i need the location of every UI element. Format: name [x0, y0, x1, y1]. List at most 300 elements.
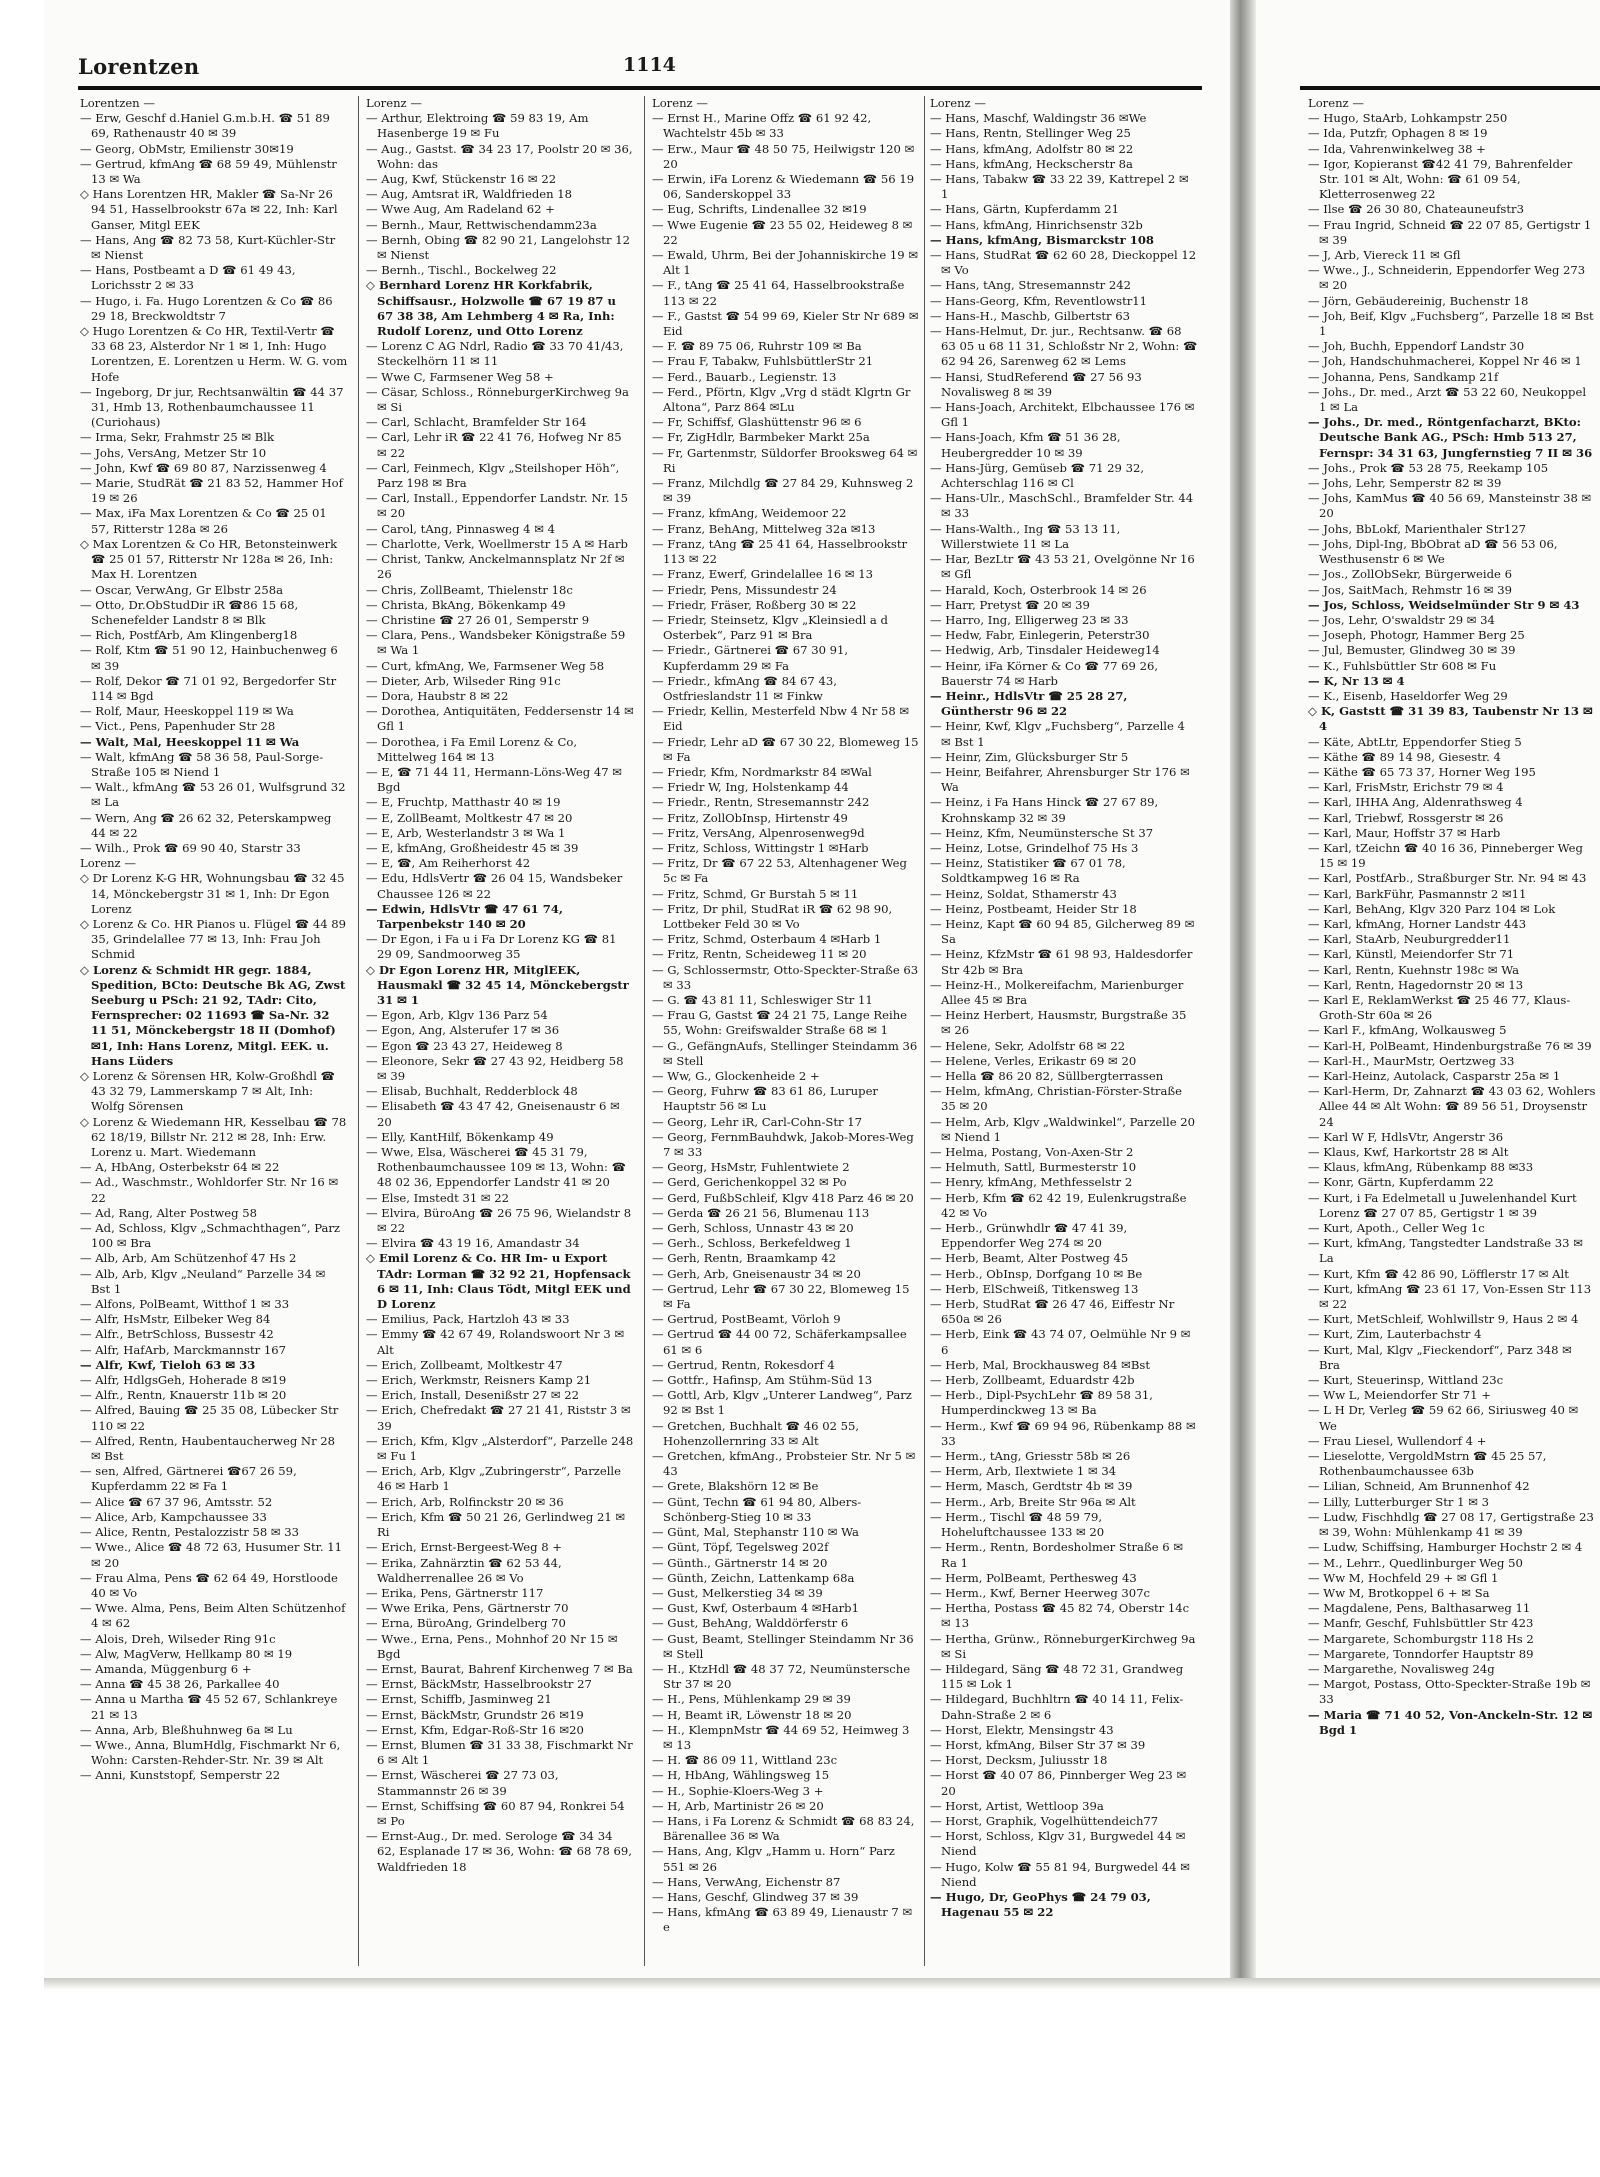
directory-entry: — Herm., Tischl ☎ 48 59 79, Hoheluftchaussee 133 ✉ 20	[930, 1509, 1105, 1540]
directory-entry: — Wwe Aug, Am Radeland 62 +	[366, 202, 555, 217]
directory-entry: — Friedr, Pens, Missundestr 24	[652, 582, 837, 597]
directory-entry: — Karl, IHHA Ang, Aldenrathsweg 4	[1308, 795, 1523, 810]
directory-entry: — Karl-H, PolBeamt, Hindenburgstraße 76 ✉ 39	[1308, 1038, 1592, 1053]
directory-entry: — Georg, Fuhrw ☎ 83 61 86, Luruper Hauptstr 56 ✉ Lu	[652, 1084, 878, 1114]
directory-entry: ◇ Bernhard Lorenz HR Korkfabrik, Schiffsausr., Holzwolle ☎ 67 19 87 u 67 38 38, Am Lehmberg 4 ✉ Ra, Inh: Rudolf Lorenz, und Otto Lorenz	[366, 278, 616, 339]
directory-entry: — Lorenz C AG Ndrl, Radio ☎ 33 70 41/43, Steckelhörn 11 ✉ 11	[366, 339, 624, 369]
directory-entry: — Elvira ☎ 43 19 16, Amandastr 34	[366, 1236, 580, 1251]
directory-entry: — Hans, i Fa Lorenz & Schmidt ☎ 68 83 24, Bärenallee 36 ✉ Wa	[652, 1813, 915, 1844]
directory-entry: — Dr Egon, i Fa u i Fa Dr Lorenz KG ☎ 81 29 09, Sandmoorweg 35	[366, 932, 617, 962]
directory-entry: — Erich, Ernst-Bergeest-Weg 8 +	[366, 1540, 562, 1555]
column-heading: Lorenz —	[80, 856, 136, 871]
directory-entry: — Irma, Sekr, Frahmstr 25 ✉ Blk	[80, 430, 275, 445]
directory-entry: — Karl, BarkFühr, Pasmannstr 2 ✉11	[1308, 886, 1527, 901]
directory-entry: — Karl, StaArb, Neuburgredder11	[1308, 932, 1511, 947]
directory-entry: — Karl-H., MaurMstr, Oertzweg 33	[1308, 1053, 1515, 1068]
page-edge-shadow	[44, 1978, 1600, 1990]
directory-entry: — Ernst, Kfm, Edgar-Roß-Str 16 ✉20	[366, 1722, 584, 1737]
directory-entry: — Emilius, Pack, Hartzloh 43 ✉ 33	[366, 1312, 570, 1327]
directory-entry: — Walt., kfmAng ☎ 53 26 01, Wulfsgrund 32 ✉ La	[80, 780, 346, 810]
directory-entry: — Hansi, StudReferend ☎ 27 56 93 Novalisweg 8 ✉ 39	[930, 369, 1142, 399]
header-rule-right-page	[1300, 86, 1600, 90]
directory-entry: — Herm, Masch, Gerdtstr 4b ✉ 39	[930, 1479, 1133, 1494]
directory-entry: — Helm, kfmAng, Christian-Förster-Straße 35 ✉ 20	[930, 1084, 1182, 1114]
directory-entry: — Gerh, Schloss, Unnastr 43 ✉ 20	[652, 1221, 854, 1236]
directory-entry: — Ernst, Schiffb, Jasminweg 21	[366, 1692, 552, 1707]
directory-entry: — Hans-Walth., Ing ☎ 53 13 11, Willerstwiete 11 ✉ La	[930, 521, 1121, 551]
directory-entry: — G, Schlossermstr, Otto-Speckter-Straße 63 ✉ 33	[652, 962, 919, 992]
directory-column-2	[366, 96, 634, 1966]
directory-entry: — Hans, kfmAng, Heckscherstr 8a	[930, 156, 1133, 171]
directory-entry: — sen, Alfred, Gärtnerei ☎67 26 59, Kupferdamm 22 ✉ Fa 1	[80, 1464, 297, 1494]
directory-entry: — Ww L, Meiendorfer Str 71 +	[1308, 1388, 1491, 1403]
directory-entry: — Hertha, Postass ☎ 45 82 74, Oberstr 14c ✉ 13	[930, 1601, 1190, 1631]
directory-entry: — Hans, Postbeamt a D ☎ 61 49 43, Lorichsstr 2 ✉ 33	[80, 263, 296, 293]
column-heading: Lorenz —	[652, 96, 708, 110]
directory-entry: — Wwe C, Farmsener Weg 58 +	[366, 369, 554, 384]
directory-entry: — Ernst, BäckMstr, Grundstr 26 ✉19	[366, 1707, 584, 1722]
directory-entry: — Johs., Dr. med., Röntgenfacharzt, BKto: Deutsche Bank AG., PSch: Hmb 513 27, Fernspr: 34 31 63, Jungfernstieg 7 II ✉ 36	[1308, 415, 1593, 460]
directory-entry: — Wilh., Prok ☎ 69 90 40, Starstr 33	[80, 840, 301, 855]
directory-entry: — Hans, kfmAng ☎ 63 89 49, Lienaustr 7 ✉ e	[652, 1905, 913, 1935]
directory-entry: — Fritz, Schmd, Osterbaum 4 ✉Harb 1	[652, 932, 882, 947]
directory-entry: — Joseph, Photogr, Hammer Berg 25	[1308, 628, 1525, 643]
directory-entry: — Hans, Ang, Klgv „Hamm u. Horn“ Parz 551 ✉ 26	[652, 1844, 895, 1874]
directory-entry: — Fritz, Schmd, Gr Burstah 5 ✉ 11	[652, 886, 859, 901]
directory-entry: — Alfr, HsMstr, Eilbeker Weg 84	[80, 1312, 271, 1327]
header-rule	[78, 86, 1202, 90]
directory-entry: — Kurt, kfmAng ☎ 23 61 17, Von-Essen Str 113 ✉ 22	[1308, 1281, 1592, 1312]
directory-entry: — Wwe, Elsa, Wäscherei ☎ 45 31 79, Rothenbaumchaussee 109 ✉ 13, Wohn: ☎ 48 02 36, Eppendorfer Landstr 41 ✉ 20	[366, 1145, 627, 1190]
directory-entry: — Rich, PostfArb, Am Klingenberg18	[80, 628, 298, 643]
directory-entry: — Günth, Zeichn, Lattenkamp 68a	[652, 1570, 855, 1585]
directory-entry: — Gertrud, Rentn, Rokesdorf 4	[652, 1357, 835, 1372]
directory-entry: — Hans, kfmAng, Hinrichsenstr 32b	[930, 217, 1143, 232]
directory-entry: — Igor, Kopieranst ☎42 41 79, Bahrenfelder Str. 101 ✉ Alt, Wohn: ☎ 61 09 54, Kletterrosenweg 22	[1308, 156, 1573, 202]
directory-entry: — Franz, Ewerf, Grindelallee 16 ✉ 13	[652, 567, 874, 582]
directory-entry: — Erika, Pens, Gärtnerstr 117	[366, 1585, 544, 1600]
directory-entry: ◇ Dr Egon Lorenz HR, MitglEEK, Hausmakl ☎ 32 45 14, Mönckebergstr 31 ✉ 1	[366, 962, 629, 1007]
directory-entry: — Friedr, Fräser, Roßberg 30 ✉ 22	[652, 597, 857, 612]
directory-entry: — Fritz, ZollObInsp, Hirtenstr 49	[652, 810, 848, 825]
directory-entry: — Hans, VerwAng, Eichenstr 87	[652, 1874, 841, 1889]
directory-entry: — Friedr, Kfm, Nordmarkstr 84 ✉Wal	[652, 764, 872, 779]
directory-entry: — Günt, Töpf, Tegelsweg 202f	[652, 1540, 829, 1555]
directory-entry: — Heinr, iFa Körner & Co ☎ 77 69 26, Bauerstr 74 ✉ Harb	[930, 658, 1159, 688]
directory-entry: — Johs, KamMus ☎ 40 56 69, Mansteinstr 38 ✉ 20	[1308, 491, 1592, 521]
directory-entry: — Johs., Prok ☎ 53 28 75, Reekamp 105	[1308, 460, 1549, 475]
directory-entry: — Erich, Zollbeamt, Moltkestr 47	[366, 1357, 563, 1372]
directory-entry: — Alfons, PolBeamt, Witthof 1 ✉ 33	[80, 1297, 290, 1312]
directory-entry: — Arthur, Elektroing ☎ 59 83 19, Am Hasenberge 19 ✉ Fu	[366, 111, 589, 141]
directory-entry: — Gerh., Schloss, Berkefeldweg 1	[652, 1236, 852, 1251]
directory-entry: — Lilian, Schneid, Am Brunnenhof 42	[1308, 1479, 1530, 1494]
directory-entry: — Frau Liesel, Wullendorf 4 +	[1308, 1433, 1487, 1448]
directory-entry: — Jos, Lehr, O'swaldstr 29 ✉ 34	[1308, 612, 1495, 627]
directory-entry: — Hertha, Grünw., RönneburgerKirchweg 9a ✉ Si	[930, 1631, 1196, 1661]
directory-entry: — Hans, kfmAng, Bismarckstr 108	[930, 232, 1154, 247]
column-heading: Lorenz —	[1308, 96, 1364, 110]
directory-entry: — Horst, Schloss, Klgv 31, Burgwedel 44 ✉ Niend	[930, 1829, 1186, 1859]
directory-entry: — Hugo, Kolw ☎ 55 81 94, Burgwedel 44 ✉ Niend	[930, 1859, 1190, 1889]
directory-entry: — Heinz, i Fa Hans Hinck ☎ 27 67 89, Krohnskamp 32 ✉ 39	[930, 795, 1159, 825]
directory-entry: — Hans-H., Maschb, Gilbertstr 63	[930, 308, 1131, 323]
directory-entry: — Kurt, Zim, Lauterbachstr 4	[1308, 1327, 1482, 1342]
directory-entry: — Gertrud, PostBeamt, Vörloh 9	[652, 1312, 841, 1327]
directory-entry: — Alb, Arb, Am Schützenhof 47 Hs 2	[80, 1251, 297, 1266]
directory-entry: — Herb, Beamt, Alter Postweg 45	[930, 1251, 1129, 1266]
directory-entry: — Joh, Beif, Klgv „Fuchsberg“, Parzelle 18 ✉ Bst 1	[1308, 308, 1594, 339]
directory-entry: — Elisabeth ☎ 43 47 42, Gneisenaustr 6 ✉ 20	[366, 1099, 620, 1129]
directory-entry: — Herm., Kwf ☎ 69 94 96, Rübenkamp 88 ✉ 33	[930, 1418, 1196, 1448]
directory-entry: — Grete, Blakshörn 12 ✉ Be	[652, 1479, 819, 1494]
directory-entry: — Herb, Eink ☎ 43 74 07, Oelmühle Nr 9 ✉ 6	[930, 1327, 1191, 1357]
directory-entry: — Elvira, BüroAng ☎ 26 75 96, Wielandstr 8 ✉ 22	[366, 1205, 632, 1236]
directory-entry: — Fritz, Rentn, Scheideweg 11 ✉ 20	[652, 947, 867, 962]
directory-entry: — G. ☎ 43 81 11, Schleswiger Str 11	[652, 992, 873, 1007]
directory-entry: — Dorothea, i Fa Emil Lorenz & Co, Mittelweg 164 ✉ 13	[366, 734, 578, 764]
directory-entry: — Walt, Mal, Heeskoppel 11 ✉ Wa	[80, 734, 300, 749]
directory-entry: — Rolf, Maur, Heeskoppel 119 ✉ Wa	[80, 704, 294, 719]
directory-entry: — Günt, Mal, Stephanstr 110 ✉ Wa	[652, 1525, 859, 1540]
directory-entry: — Konr, Gärtn, Kupferdamm 22	[1308, 1175, 1494, 1190]
directory-entry: — H., KlempnMstr ☎ 44 69 52, Heimweg 3 ✉ 13	[652, 1722, 910, 1752]
directory-entry: — Johanna, Pens, Sandkamp 21f	[1308, 369, 1499, 384]
directory-entry: — Margarethe, Novalisweg 24g	[1308, 1661, 1495, 1676]
directory-entry: — Karl, Rentn, Kuehnstr 198c ✉ Wa	[1308, 962, 1520, 977]
directory-column-1	[80, 96, 348, 1966]
directory-entry: — Aug, Kwf, Stückenstr 16 ✉ 22	[366, 172, 557, 187]
directory-entry: — Gertrud ☎ 44 00 72, Schäferkampsallee 61 ✉ 6	[652, 1327, 907, 1357]
directory-entry: — Friedr, Steinsetz, Klgv „Kleinsiedl a d Osterbek“, Parz 91 ✉ Bra	[652, 612, 888, 643]
directory-entry: — Heinz, Kapt ☎ 60 94 85, Gilcherweg 89 ✉ Sa	[930, 916, 1195, 947]
directory-entry: — Erich, Kfm ☎ 50 21 26, Gerlindweg 21 ✉ Ri	[366, 1509, 626, 1540]
directory-entry: — Karl, Künstl, Meiendorfer Str 71	[1308, 947, 1515, 962]
directory-entry: — J, Arb, Viereck 11 ✉ Gfl	[1308, 248, 1461, 263]
directory-entry: — Erich, Chefredakt ☎ 27 21 41, Riststr 3 ✉ 39	[366, 1403, 631, 1433]
directory-entry: — Herm, PolBeamt, Perthesweg 43	[930, 1570, 1137, 1585]
directory-entry: — Erna, BüroAng, Grindelberg 70	[366, 1616, 566, 1631]
directory-entry: ◇ Lorenz & Schmidt HR gegr. 1884, Spedition, BCto: Deutsche Bk AG, Zwst Seeburg u PSch: 21 92, TAdr: Cito, Fernsprecher: 02 11693 ☎ Sa-Nr. 32 11 51, Mönckebergstr 18 II (Domhof) ✉1, Inh: Hans Lorenz, Mitgl. EEK. u. Hans Lüders	[80, 962, 346, 1068]
directory-entry: — H., KtzHdl ☎ 48 37 72, Neumünstersche Str 37 ✉ 20	[652, 1661, 911, 1692]
directory-entry: — Dorothea, Antiquitäten, Feddersenstr 14 ✉ Gfl 1	[366, 704, 634, 734]
directory-entry: — Helmuth, Sattl, Burmesterstr 10	[930, 1160, 1137, 1175]
directory-entry: — M., Lehrr., Quedlinburger Weg 50	[1308, 1555, 1523, 1570]
directory-entry: — E, ☎, Am Reiherhorst 42	[366, 856, 531, 871]
directory-entry: — Kurt, Mal, Klgv „Fieckendorf“, Parz 348 ✉ Bra	[1308, 1342, 1572, 1372]
directory-entry: — Alfred, Rentn, Haubentaucherweg Nr 28 ✉ Bst	[80, 1433, 336, 1464]
directory-entry: — Kurt, MetSchleif, Wohlwillstr 9, Haus 2 ✉ 4	[1308, 1312, 1579, 1327]
directory-entry: — Erwin, iFa Lorenz & Wiedemann ☎ 56 19 06, Sanderskoppel 33	[652, 172, 915, 202]
directory-entry: — Ww M, Brotkoppel 6 + ✉ Sa	[1308, 1585, 1490, 1600]
directory-entry: — Friedr., Rentn, Stresemannstr 242	[652, 795, 870, 810]
directory-entry: — Karl, Maur, Hoffstr 37 ✉ Harb	[1308, 825, 1501, 840]
directory-entry: — Manfr, Geschf, Fuhlsbüttler Str 423	[1308, 1616, 1534, 1631]
directory-entry: — Frau Alma, Pens ☎ 62 64 49, Horstloode 40 ✉ Vo	[80, 1570, 338, 1600]
directory-entry: — Franz, tAng ☎ 25 41 64, Hasselbrookstr 113 ✉ 22	[652, 536, 908, 567]
directory-entry: — Egon, Ang, Alsterufer 17 ✉ 36	[366, 1023, 560, 1038]
directory-entry: — Ernst H., Marine Offz ☎ 61 92 42, Wachtelstr 45b ✉ 33	[652, 111, 872, 141]
directory-entry: — Otto, Dr.ObStudDir iR ☎86 15 68, Schenefelder Landstr 8 ✉ Blk	[80, 597, 299, 627]
directory-entry: — Heinz, Soldat, Sthamerstr 43	[930, 886, 1117, 901]
directory-entry: — Carol, tAng, Pinnasweg 4 ✉ 4	[366, 521, 555, 536]
directory-entry: — Karl, Triebwf, Rossgerstr ✉ 26	[1308, 810, 1504, 825]
directory-entry: — Erich, Werkmstr, Reisners Kamp 21	[366, 1373, 592, 1388]
directory-entry: — Egon, Arb, Klgv 136 Parz 54	[366, 1008, 548, 1023]
directory-entry: — Karl, BehAng, Klgv 320 Parz 104 ✉ Lok	[1308, 901, 1556, 916]
directory-entry: — Walt, kfmAng ☎ 58 36 58, Paul-Sorge-Straße 105 ✉ Niend 1	[80, 749, 324, 779]
directory-entry: — Oscar, VerwAng, Gr Elbstr 258a	[80, 582, 284, 597]
directory-entry: — Hans, Ang ☎ 82 73 58, Kurt-Küchler-Str ✉ Nienst	[80, 232, 336, 263]
directory-entry: — Gerd, Gerichenkoppel 32 ✉ Po	[652, 1175, 847, 1190]
directory-entry: — Ilse ☎ 26 30 80, Chateauneufstr3	[1308, 202, 1524, 217]
directory-entry: — Alb, Arb, Klgv „Neuland“ Parzelle 34 ✉ Bst 1	[80, 1266, 326, 1296]
directory-entry: ◇ Emil Lorenz & Co. HR Im- u Export TAdr: Lorman ☎ 32 92 21, Hopfensack 6 ✉ 11, Inh: Claus Tödt, Mitgl EEK und D Lorenz	[366, 1251, 631, 1312]
directory-column-4	[930, 96, 1198, 1966]
directory-entry: — Fritz, VersAng, Alpenrosenweg9d	[652, 825, 865, 840]
directory-entry: — Margarete, Schomburgstr 118 Hs 2	[1308, 1631, 1534, 1646]
directory-entry: — Alfred, Bauing ☎ 25 35 08, Lübecker Str 110 ✉ 22	[80, 1403, 339, 1433]
directory-entry: — Aug, Amtsrat iR, Waldfrieden 18	[366, 187, 573, 202]
directory-entry: — Jul, Bemuster, Glindweg 30 ✉ 39	[1308, 643, 1516, 658]
directory-entry: — Gottl, Arb, Klgv „Unterer Landweg“, Parz 92 ✉ Bst 1	[652, 1388, 912, 1418]
page-number: 1114	[623, 54, 676, 76]
directory-entry: — Herm., Kwf, Berner Heerweg 307c	[930, 1585, 1151, 1600]
directory-entry: — Cäsar, Schloss., RönneburgerKirchweg 9a ✉ Si	[366, 384, 629, 415]
directory-entry: — Johs, VersAng, Metzer Str 10	[80, 445, 267, 460]
directory-entry: — Joh, Handschuhmacherei, Koppel Nr 46 ✉ 1	[1308, 354, 1582, 369]
directory-entry: — Dora, Haubstr 8 ✉ 22	[366, 688, 509, 703]
directory-entry: — Erich, Arb, Klgv „Zubringerstr“, Parzelle 46 ✉ Harb 1	[366, 1464, 621, 1494]
directory-entry: — Friedr., Gärtnerei ☎ 67 30 91, Kupferdamm 29 ✉ Fa	[652, 643, 849, 673]
directory-entry: — Georg, Lehr iR, Carl-Cohn-Str 17	[652, 1114, 863, 1129]
directory-entry: — Lilly, Lutterburger Str 1 ✉ 3	[1308, 1494, 1489, 1509]
directory-entry: — Hans-Georg, Kfm, Reventlowstr11	[930, 293, 1148, 308]
book-gutter	[1230, 0, 1256, 1988]
directory-entry: — Klaus, kfmAng, Rübenkamp 88 ✉33	[1308, 1160, 1534, 1175]
directory-entry: — Wwe Eugenie ☎ 23 55 02, Heideweg 8 ✉ 22	[652, 217, 913, 247]
directory-entry: — Käte, AbtLtr, Eppendorfer Stieg 5	[1308, 734, 1522, 749]
directory-entry: — Helm, Arb, Klgv „Waldwinkel“, Parzelle 20 ✉ Niend 1	[930, 1114, 1196, 1144]
directory-entry: — Herm., tAng, Griesstr 58b ✉ 26	[930, 1449, 1131, 1464]
directory-entry: — Ernst, Baurat, Bahrenf Kirchenweg 7 ✉ Ba	[366, 1661, 633, 1676]
directory-entry: — Herb, Kfm ☎ 62 42 19, Eulenkrugstraße 42 ✉ Vo	[930, 1190, 1187, 1220]
directory-entry: — Hans, Maschf, Waldingstr 36 ✉We	[930, 111, 1147, 126]
directory-entry: — Hans, tAng, Stresemannstr 242	[930, 278, 1131, 293]
directory-entry: — Heinz, KfzMstr ☎ 61 98 93, Haldesdorfer Str 42b ✉ Bra	[930, 947, 1193, 977]
column-heading: Lorenz —	[366, 96, 422, 110]
directory-entry: — Henry, kfmAng, Methfesselstr 2	[930, 1175, 1133, 1190]
directory-entry: — Karl-Heinz, Autolack, Casparstr 25a ✉ 1	[1308, 1069, 1561, 1083]
running-head: Lorentzen	[78, 54, 200, 79]
directory-entry: — Ingeborg, Dr jur, Rechtsanwältin ☎ 44 37 31, Hmb 13, Rothenbaumchaussee 11 (Curiohaus)	[80, 384, 344, 430]
directory-entry: — H, Beamt iR, Löwenstr 18 ✉ 20	[652, 1707, 852, 1722]
directory-entry: — Gertrud, Lehr ☎ 67 30 22, Blomeweg 15 ✉ Fa	[652, 1281, 910, 1312]
directory-entry: ◇ Lorenz & Sörensen HR, Kolw-Großhdl ☎ 43 32 79, Lammerskamp 7 ✉ Alt, Inh: Wolfg Sörensen	[80, 1069, 336, 1114]
directory-entry: — Alfr, HafArb, Marckmannstr 167	[80, 1342, 286, 1357]
directory-entry: — Kurt, Steuerinsp, Wittland 23c	[1308, 1373, 1504, 1388]
directory-entry: — F., tAng ☎ 25 41 64, Hasselbrookstraße 113 ✉ 22	[652, 278, 905, 308]
directory-entry: — Heinr., HdlsVtr ☎ 25 28 27, Güntherstr 96 ✉ 22	[930, 688, 1128, 719]
directory-entry: — Horst, Elektr, Mensingstr 43	[930, 1722, 1114, 1737]
directory-entry: — Wwe., Anna, BlumHdlg, Fischmarkt Nr 6, Wohn: Carsten-Rehder-Str. Nr. 39 ✉ Alt	[80, 1737, 341, 1768]
directory-entry: — Frau G, Gastst ☎ 24 21 75, Lange Reihe 55, Wohn: Greifswalder Straße 68 ✉ 1	[652, 1008, 908, 1038]
directory-entry: ◇ Max Lorentzen & Co HR, Betonsteinwerk ☎ 25 01 57, Ritterstr Nr 128a ✉ 26, Inh: Max H. Lorentzen	[80, 536, 338, 582]
directory-entry: — Ad., Waschmstr., Wohldorfer Str. Nr 16 ✉ 22	[80, 1175, 339, 1205]
directory-entry: — Käthe ☎ 89 14 98, Giesestr. 4	[1308, 749, 1501, 764]
directory-entry: — Herb., Grünwhdlr ☎ 47 41 39, Eppendorfer Weg 274 ✉ 20	[930, 1221, 1128, 1251]
directory-entry: — Johs., Dr. med., Arzt ☎ 53 22 60, Neukoppel 1 ✉ La	[1308, 384, 1587, 415]
directory-entry: — Johs, BbLokf, Marienthaler Str127	[1308, 521, 1527, 536]
directory-entry: — Rolf, Ktm ☎ 51 90 12, Hainbuchenweg 6 ✉ 39	[80, 643, 338, 673]
directory-entry: — Gerd, FußbSchleif, Klgv 418 Parz 46 ✉ 20	[652, 1190, 914, 1205]
directory-entry: — Anna, Arb, Bleßhuhnweg 6a ✉ Lu	[80, 1722, 293, 1737]
directory-entry: — Günt, Techn ☎ 61 94 80, Albers-Schönberg-Stieg 10 ✉ 33	[652, 1494, 862, 1524]
directory-entry: — Erw., Maur ☎ 48 50 75, Heilwigstr 120 ✉ 20	[652, 141, 915, 171]
directory-entry: — John, Kwf ☎ 69 80 87, Narzissenweg 4	[80, 460, 327, 475]
directory-entry: — Kurt, kfmAng, Tangstedter Landstraße 33 ✉ La	[1308, 1236, 1583, 1266]
directory-entry: — Hildegard, Buchhltrn ☎ 40 14 11, Felix-Dahn-Straße 2 ✉ 6	[930, 1692, 1184, 1722]
directory-entry: — Bernh., Maur, Rettwischendamm23a	[366, 217, 597, 232]
directory-entry: — Carl, Feinmech, Klgv „Steilshoper Höh“, Parz 198 ✉ Bra	[366, 460, 620, 491]
directory-entry: — Friedr., kfmAng ☎ 84 67 43, Ostfrieslandstr 11 ✉ Finkw	[652, 673, 837, 703]
directory-entry: — A, HbAng, Osterbekstr 64 ✉ 22	[80, 1160, 280, 1175]
directory-entry: — H., Sophie-Kloers-Weg 3 +	[652, 1783, 824, 1798]
directory-entry: ◇ Lorenz & Wiedemann HR, Kesselbau ☎ 78 62 18/19, Billstr Nr. 212 ✉ 28, Inh: Erw. Lorenz u. Mart. Wiedemann	[80, 1114, 347, 1160]
directory-entry: — Heinr, Kwf, Klgv „Fuchsberg“, Parzelle 4 ✉ Bst 1	[930, 719, 1185, 749]
directory-entry: — Gerh, Arb, Gneisenaustr 34 ✉ 20	[652, 1266, 861, 1281]
directory-entry: — Anni, Kunststopf, Semperstr 22	[80, 1768, 281, 1783]
directory-entry: — Jos., ZollObSekr, Bürgerweide 6	[1308, 567, 1512, 582]
directory-entry: — Magdalene, Pens, Balthasarweg 11	[1308, 1601, 1531, 1616]
directory-entry: — Heinz, Statistiker ☎ 67 01 78, Soldtkampweg 16 ✉ Ra	[930, 856, 1126, 886]
directory-entry: — Hans-Joach, Architekt, Elbchaussee 176 ✉ Gfl 1	[930, 400, 1195, 430]
directory-entry: — F., Gastst ☎ 54 99 69, Kieler Str Nr 689 ✉ Eid	[652, 308, 919, 339]
directory-entry: — Erich, Arb, Rolfinckstr 20 ✉ 36	[366, 1494, 564, 1509]
directory-entry: — Erw, Geschf d.Haniel G.m.b.H. ☎ 51 89 69, Rathenaustr 40 ✉ 39	[80, 111, 330, 141]
directory-entry: — Hugo, i. Fa. Hugo Lorentzen & Co ☎ 86 29 18, Breckwoldtstr 7	[80, 293, 333, 323]
directory-entry: — Karl, PostfArb., Straßburger Str. Nr. 94 ✉ 43	[1308, 871, 1587, 886]
directory-entry: — Wwe., J., Schneiderin, Eppendorfer Weg 273 ✉ 20	[1308, 263, 1586, 293]
directory-entry: — Fritz, Schloss, Wittingstr 1 ✉Harb	[652, 840, 869, 855]
directory-entry: — Gottfr., Hafinsp, Am Stühm-Süd 13	[652, 1373, 873, 1388]
directory-entry: — Anna ☎ 45 38 26, Parkallee 40	[80, 1677, 280, 1692]
directory-entry: — Helene, Verles, Erikastr 69 ✉ 20	[930, 1053, 1137, 1068]
directory-entry: — Ernst, BäckMstr, Hasselbrookstr 27	[366, 1677, 592, 1692]
directory-entry: — Wwe., Erna, Pens., Mohnhof 20 Nr 15 ✉ Bgd	[366, 1631, 618, 1661]
directory-entry: — Gerh, Rentn, Braamkamp 42	[652, 1251, 837, 1266]
directory-entry: — Hedwig, Arb, Tinsdaler Heideweg14	[930, 643, 1160, 658]
directory-entry: — Hans, StudRat ☎ 62 60 28, Dieckoppel 12 ✉ Vo	[930, 248, 1197, 278]
directory-entry: — Charlotte, Verk, Woellmerstr 15 A ✉ Harb	[366, 536, 628, 551]
directory-entry: — Chris, ZollBeamt, Thielenstr 18c	[366, 582, 573, 597]
directory-entry: — Erich, Install, Desenißstr 27 ✉ 22	[366, 1388, 579, 1403]
directory-entry: — Georg, HsMstr, Fuhlentwiete 2	[652, 1160, 850, 1175]
directory-entry: — Günth., Gärtnerstr 14 ✉ 20	[652, 1555, 828, 1570]
directory-entry: — Harro, Ing, Elligerweg 23 ✉ 33	[930, 612, 1129, 627]
directory-entry: — Helma, Postang, Von-Axen-Str 2	[930, 1145, 1134, 1160]
directory-entry: — Edwin, HdlsVtr ☎ 47 61 74, Tarpenbekstr 140 ✉ 20	[366, 901, 563, 931]
directory-entry: — Egon ☎ 23 43 27, Heideweg 8	[366, 1038, 563, 1053]
directory-entry: — Amanda, Müggenburg 6 +	[80, 1661, 252, 1676]
directory-entry: — Eug, Schrifts, Lindenallee 32 ✉19	[652, 202, 867, 217]
directory-entry: — Friedr, Kellin, Mesterfeld Nbw 4 Nr 58 ✉ Eid	[652, 704, 910, 734]
directory-entry: — Harald, Koch, Osterbrook 14 ✉ 26	[930, 582, 1147, 597]
directory-entry: — Herm., Arb, Breite Str 96a ✉ Alt	[930, 1494, 1136, 1509]
directory-entry: — Gertrud, kfmAng ☎ 68 59 49, Mühlenstr 13 ✉ Wa	[80, 156, 337, 187]
directory-entry: — Heinr, Beifahrer, Ahrensburger Str 176 ✉ Wa	[930, 764, 1190, 795]
directory-entry: — H, Arb, Martinistr 26 ✉ 20	[652, 1798, 824, 1813]
directory-entry: — Friedr W, Ing, Holstenkamp 44	[652, 780, 849, 795]
directory-entry: — Aug., Gastst. ☎ 34 23 17, Poolstr 20 ✉ 36, Wohn: das	[366, 141, 633, 171]
directory-entry: — Alfr, Kwf, Tieloh 63 ✉ 33	[80, 1357, 256, 1372]
directory-entry: — Maria ☎ 71 40 52, Von-Anckeln-Str. 12 ✉ Bgd 1	[1308, 1707, 1593, 1737]
directory-entry: — Ernst, Wäscherei ☎ 27 73 03, Stammannstr 26 ✉ 39	[366, 1768, 559, 1798]
directory-entry: — Elisab, Buchhalt, Redderblock 48	[366, 1084, 578, 1099]
directory-entry: — Karl E, ReklamWerkst ☎ 25 46 77, Klaus-Groth-Str 60a ✉ 26	[1308, 992, 1571, 1023]
directory-entry: — Hans-Jürg, Gemüseb ☎ 71 29 32, Achterschlag 116 ✉ Cl	[930, 460, 1145, 491]
directory-entry: — Hugo, StaArb, Lohkampstr 250	[1308, 111, 1508, 126]
directory-entry: — Jörn, Gebäudereinig, Buchenstr 18	[1308, 293, 1529, 308]
directory-entry: — Franz, kfmAng, Weidemoor 22	[652, 506, 847, 521]
directory-entry: — Else, Imstedt 31 ✉ 22	[366, 1190, 510, 1205]
directory-entry: — Ludw, Fischhdlg ☎ 27 08 17, Gertigstraße 23 ✉ 39, Wohn: Mühlenkamp 41 ✉ 39	[1308, 1509, 1594, 1540]
directory-entry: ◇ Hans Lorentzen HR, Makler ☎ Sa-Nr 26 94 51, Hasselbrookstr 67a ✉ 22, Inh: Karl Ganser, Mitgl EEK	[80, 187, 338, 232]
directory-entry: — Dieter, Arb, Wilseder Ring 91c	[366, 673, 561, 688]
directory-entry: — Ferd., Pförtn, Klgv „Vrg d städt Klgrtn Gr Altona“, Parz 864 ✉Lu	[652, 384, 911, 415]
directory-entry: — Frau F, Tabakw, FuhlsbüttlerStr 21	[652, 354, 874, 369]
directory-entry: — Gretchen, kfmAng., Probsteier Str. Nr 5 ✉ 43	[652, 1449, 916, 1479]
directory-entry: — Herb, Zollbeamt, Eduardstr 42b	[930, 1373, 1135, 1388]
directory-entry: — Ernst-Aug., Dr. med. Serologe ☎ 34 34 62, Esplanade 17 ✉ 36, Wohn: ☎ 68 78 69, Waldfrieden 18	[366, 1829, 632, 1874]
directory-entry: — Karl W F, HdlsVtr, Angerstr 36	[1308, 1129, 1504, 1144]
directory-entry: — Horst, Decksm, Juliusstr 18	[930, 1753, 1108, 1768]
directory-entry: — Johs, Lehr, Semperstr 82 ✉ 39	[1308, 476, 1502, 491]
directory-entry: — Karl, FrisMstr, Erichstr 79 ✉ 4	[1308, 780, 1504, 795]
directory-entry: ◇ K, Gaststt ☎ 31 39 83, Taubenstr Nr 13 ✉ 4	[1308, 704, 1593, 734]
directory-entry: — Gerda ☎ 26 21 56, Blumenau 113	[652, 1205, 870, 1220]
directory-entry: — Herm., Rentn, Bordesholmer Straße 6 ✉ Ra 1	[930, 1540, 1184, 1570]
directory-entry: — H, HbAng, Wählingsweg 15	[652, 1768, 830, 1783]
directory-entry: — Johs, Dipl-Ing, BbObrat aD ☎ 56 53 06, Westhusenstr 6 ✉ We	[1308, 536, 1558, 567]
column-divider	[358, 96, 359, 1966]
directory-entry: — Hildegard, Säng ☎ 48 72 31, Grandweg 115 ✉ Lok 1	[930, 1661, 1184, 1692]
directory-entry: — Horst, Artist, Wettloop 39a	[930, 1798, 1104, 1813]
directory-entry: — Carl, Lehr iR ☎ 22 41 76, Hofweg Nr 85 ✉ 22	[366, 430, 622, 460]
directory-entry: — Hans, kfmAng, Adolfstr 80 ✉ 22	[930, 141, 1134, 156]
directory-entry: — Ida, Vahrenwinkelweg 38 +	[1308, 141, 1486, 156]
directory-entry: — Ww, G., Glockenheide 2 +	[652, 1069, 820, 1083]
directory-entry: — Karl F., kfmAng, Wolkausweg 5	[1308, 1023, 1507, 1038]
directory-entry: — Karl, kfmAng, Horner Landstr 443	[1308, 916, 1527, 931]
directory-entry: — Hans-Helmut, Dr. jur., Rechtsanw. ☎ 68 63 05 u 68 11 31, Schloßstr Nr 2, Wohn: ☎ 62 94 26, Sarenweg 62 ✉ Lems	[930, 324, 1198, 369]
directory-entry: — Hans-Ulr., MaschSchl., Bramfelder Str. 44 ✉ 33	[930, 491, 1194, 521]
directory-entry: ◇ Lorenz & Co. HR Pianos u. Flügel ☎ 44 89 35, Grindelallee 77 ✉ 13, Inh: Frau Joh Schmid	[80, 916, 347, 962]
directory-entry: — Erika, Zahnärztin ☎ 62 53 44, Waldherrenallee 26 ✉ Vo	[366, 1555, 562, 1585]
directory-entry: — Ernst, Schiffsing ☎ 60 87 94, Ronkrei 54 ✉ Po	[366, 1798, 625, 1828]
directory-entry: — Carl, Install., Eppendorfer Landstr. Nr. 15 ✉ 20	[366, 491, 628, 521]
directory-entry: — Alice, Arb, Kampchaussee 33	[80, 1509, 267, 1524]
directory-entry: — Alice ☎ 67 37 96, Amtsstr. 52	[80, 1494, 273, 1509]
directory-entry: — Erich, Kfm, Klgv „Alsterdorf“, Parzelle 248 ✉ Fu 1	[366, 1433, 634, 1464]
directory-entry: — Klaus, Kwf, Harkortstr 28 ✉ Alt	[1308, 1145, 1509, 1160]
directory-entry: — Heinz-H., Molkereifachm, Marienburger Allee 45 ✉ Bra	[930, 977, 1184, 1007]
directory-entry: — Hans, Geschf, Glindweg 37 ✉ 39	[652, 1889, 859, 1904]
directory-entry: — Georg, ObMstr, Emilienstr 30✉19	[80, 141, 294, 156]
directory-entry: — E, Arb, Westerlandstr 3 ✉ Wa 1	[366, 825, 566, 840]
directory-entry: — Ww M, Hochfeld 29 + ✉ Gfl 1	[1308, 1570, 1499, 1585]
directory-entry: — E, kfmAng, Großheidestr 45 ✉ 39	[366, 840, 579, 855]
